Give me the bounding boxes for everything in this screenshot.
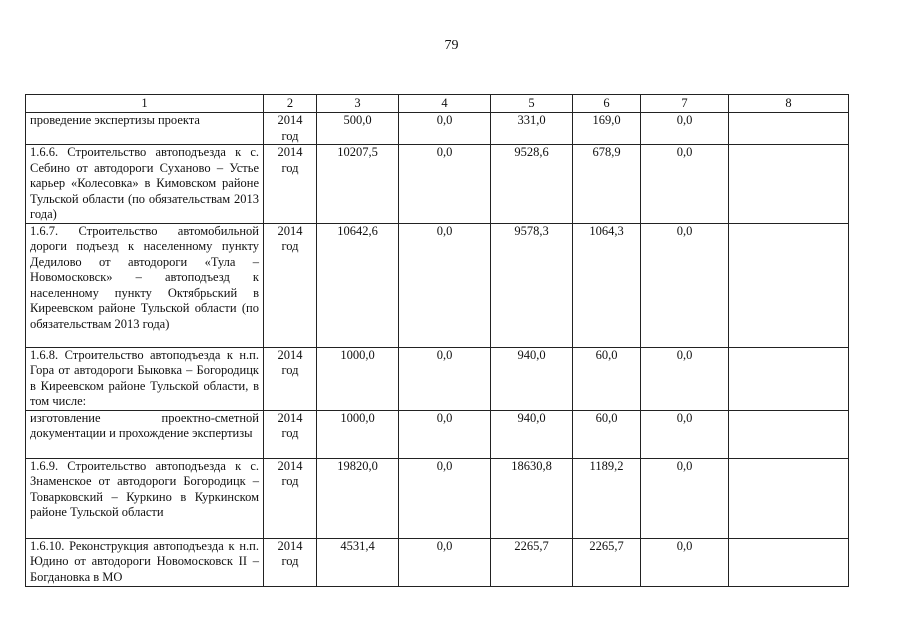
row-year: 2014 год — [264, 145, 317, 224]
page-number: 79 — [444, 38, 459, 53]
row-col7: 0,0 — [641, 458, 729, 538]
row-col7: 0,0 — [641, 223, 729, 347]
row-col5: 940,0 — [491, 347, 573, 410]
row-col7: 0,0 — [641, 347, 729, 410]
row-name: 1.6.7. Строительство автомобильной дороги подъезд к населенному пункту Дедилово от автодороги «Тула – Новомосковск» – автоподъезд к населенному пункту Октябрьский в Киреевском районе Тульской области (по обязательствам 2013 года) — [26, 223, 264, 347]
row-col5: 940,0 — [491, 410, 573, 458]
row-col6: 678,9 — [573, 145, 641, 224]
row-col6: 60,0 — [573, 347, 641, 410]
row-col5: 2265,7 — [491, 538, 573, 586]
row-col4: 0,0 — [399, 223, 491, 347]
row-total: 10642,6 — [317, 223, 399, 347]
row-total: 1000,0 — [317, 410, 399, 458]
table-row — [26, 145, 849, 224]
row-col8 — [729, 113, 849, 145]
header-col-3: 3 — [317, 95, 399, 113]
header-col-7: 7 — [641, 95, 729, 113]
header-col-1: 1 — [26, 95, 264, 113]
header-col-4: 4 — [399, 95, 491, 113]
row-year: 2014 год — [264, 458, 317, 538]
table-row — [26, 410, 849, 458]
row-name: проведение экспертизы проекта — [26, 113, 264, 145]
row-year: 2014 год — [264, 113, 317, 145]
row-name: 1.6.6. Строительство автоподъезда к с. Себино от автодороги Суханово – Устье карьер «Колесовка» в Кимовском районе Тульской области (по обязательствам 2013 года) — [26, 145, 264, 224]
row-year: 2014 год — [264, 538, 317, 586]
row-year: 2014 год — [264, 410, 317, 458]
row-col8 — [729, 538, 849, 586]
table-row — [26, 347, 849, 410]
row-col5: 18630,8 — [491, 458, 573, 538]
row-col4: 0,0 — [399, 145, 491, 224]
header-row — [26, 95, 849, 113]
row-total: 19820,0 — [317, 458, 399, 538]
table-row — [26, 538, 849, 586]
header-col-8: 8 — [729, 95, 849, 113]
row-col8 — [729, 145, 849, 224]
row-col8 — [729, 347, 849, 410]
row-total: 500,0 — [317, 113, 399, 145]
row-col4: 0,0 — [399, 538, 491, 586]
header-col-2: 2 — [264, 95, 317, 113]
row-col8 — [729, 458, 849, 538]
program-budget-table — [25, 94, 849, 587]
row-col5: 331,0 — [491, 113, 573, 145]
row-name: изготовление проектно-сметной документации и прохождение экспертизы — [26, 410, 264, 458]
row-col6: 169,0 — [573, 113, 641, 145]
row-col8 — [729, 410, 849, 458]
row-col4: 0,0 — [399, 347, 491, 410]
row-col6: 1189,2 — [573, 458, 641, 538]
row-total: 4531,4 — [317, 538, 399, 586]
row-col7: 0,0 — [641, 410, 729, 458]
row-name: 1.6.10. Реконструкция автоподъезда к н.п. Юдино от автодороги Новомосковск II – Богдановка в МО — [26, 538, 264, 586]
header-col-5: 5 — [491, 95, 573, 113]
row-col4: 0,0 — [399, 113, 491, 145]
row-col4: 0,0 — [399, 410, 491, 458]
row-col7: 0,0 — [641, 538, 729, 586]
row-col7: 0,0 — [641, 113, 729, 145]
row-col6: 2265,7 — [573, 538, 641, 586]
row-total: 1000,0 — [317, 347, 399, 410]
row-col7: 0,0 — [641, 145, 729, 224]
table-row — [26, 223, 849, 347]
row-total: 10207,5 — [317, 145, 399, 224]
row-name: 1.6.8. Строительство автоподъезда к н.п. Гора от автодороги Быковка – Богородицк в Киреевском районе Тульской области, в том числе: — [26, 347, 264, 410]
row-col6: 60,0 — [573, 410, 641, 458]
row-col6: 1064,3 — [573, 223, 641, 347]
row-col4: 0,0 — [399, 458, 491, 538]
row-col8 — [729, 223, 849, 347]
table-row — [26, 113, 849, 145]
header-col-6: 6 — [573, 95, 641, 113]
table-row — [26, 458, 849, 538]
row-year: 2014 год — [264, 223, 317, 347]
row-year: 2014 год — [264, 347, 317, 410]
row-name: 1.6.9. Строительство автоподъезда к с. Знаменское от автодороги Богородицк – Товарковский – Куркино в Куркинском районе Тульской области — [26, 458, 264, 538]
row-col5: 9578,3 — [491, 223, 573, 347]
row-col5: 9528,6 — [491, 145, 573, 224]
